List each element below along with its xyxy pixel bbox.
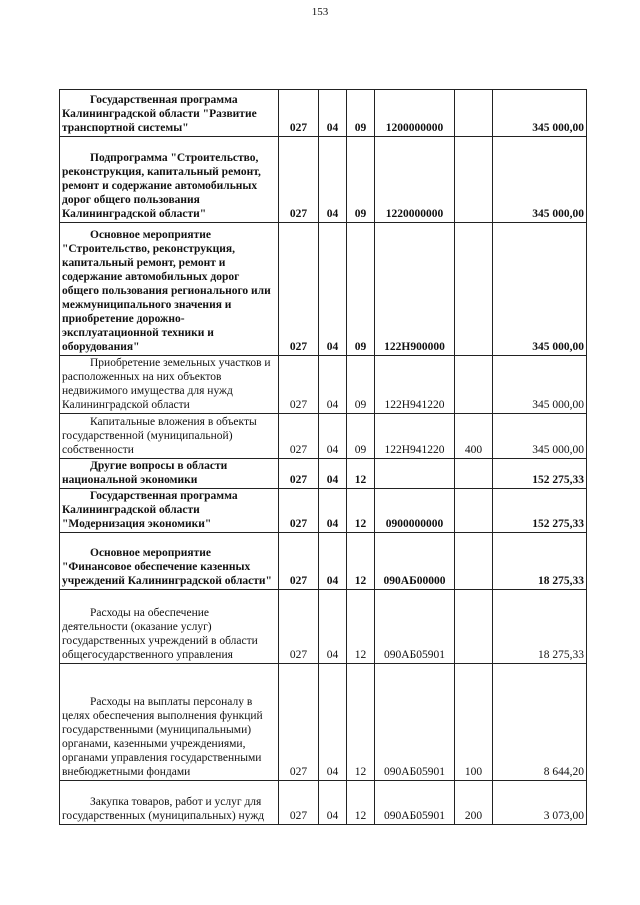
table-row — [60, 781, 587, 825]
row-subsection-code: 09 — [347, 414, 375, 459]
row-target-code: 1200000000 — [375, 90, 455, 137]
row-ministry-code: 027 — [279, 489, 319, 533]
row-section-code: 04 — [319, 781, 347, 825]
row-section-code: 04 — [319, 489, 347, 533]
row-subsection-code: 12 — [347, 664, 375, 781]
row-expense-type-code: 200 — [455, 781, 493, 825]
row-name: Государственная программа Калининградской области "Развитие транспортной системы" — [60, 90, 279, 137]
row-name: Подпрограмма "Строительство, реконструкция, капитальный ремонт, ремонт и содержание автомобильных дорог общего пользования Калининградской области" — [60, 137, 279, 223]
row-subsection-code: 12 — [347, 590, 375, 664]
row-section-code: 04 — [319, 414, 347, 459]
row-expense-type-code: 100 — [455, 664, 493, 781]
row-name: Расходы на обеспечение деятельности (оказание услуг) государственных учреждений в области общегосударственного управления — [60, 590, 279, 664]
row-section-code: 04 — [319, 356, 347, 414]
row-section-code: 04 — [319, 459, 347, 489]
row-ministry-code: 027 — [279, 664, 319, 781]
table-row — [60, 664, 587, 781]
row-subsection-code: 09 — [347, 90, 375, 137]
row-subsection-code: 09 — [347, 223, 375, 356]
row-expense-type-code — [455, 489, 493, 533]
row-ministry-code: 027 — [279, 590, 319, 664]
row-name: Приобретение земельных участков и расположенных на них объектов недвижимого имущества для нужд Калининградской области — [60, 356, 279, 414]
row-expense-type-code — [455, 533, 493, 590]
row-target-code: 090АБ05901 — [375, 664, 455, 781]
row-sum: 345 000,00 — [493, 356, 587, 414]
row-expense-type-code — [455, 137, 493, 223]
row-expense-type-code — [455, 459, 493, 489]
row-target-code: 0900000000 — [375, 489, 455, 533]
row-expense-type-code — [455, 356, 493, 414]
row-target-code: 122Н941220 — [375, 356, 455, 414]
row-section-code: 04 — [319, 590, 347, 664]
row-subsection-code: 12 — [347, 781, 375, 825]
table-row — [60, 590, 587, 664]
row-target-code — [375, 459, 455, 489]
row-subsection-code: 09 — [347, 356, 375, 414]
row-sum: 152 275,33 — [493, 459, 587, 489]
row-sum: 18 275,33 — [493, 590, 587, 664]
row-name: Основное мероприятие "Строительство, реконструкция, капитальный ремонт, ремонт и содержание автомобильных дорог общего пользования регионального или межмуниципального значения и приобретение дорожно-эксплуатационной техники и оборудования" — [60, 223, 279, 356]
row-ministry-code: 027 — [279, 223, 319, 356]
row-expense-type-code — [455, 90, 493, 137]
row-sum: 3 073,00 — [493, 781, 587, 825]
table-row — [60, 414, 587, 459]
row-name: Капитальные вложения в объекты государственной (муниципальной) собственности — [60, 414, 279, 459]
row-ministry-code: 027 — [279, 90, 319, 137]
row-ministry-code: 027 — [279, 137, 319, 223]
row-section-code: 04 — [319, 533, 347, 590]
row-name: Основное мероприятие "Финансовое обеспечение казенных учреждений Калининградской области" — [60, 533, 279, 590]
row-target-code: 090АБ05901 — [375, 590, 455, 664]
row-section-code: 04 — [319, 137, 347, 223]
row-expense-type-code — [455, 223, 493, 356]
row-section-code: 04 — [319, 664, 347, 781]
row-name: Расходы на выплаты персоналу в целях обеспечения выполнения функций государственными (муниципальными) органами, казенными учреждениями, органами управления государственными внебюджетными фондами — [60, 664, 279, 781]
row-sum: 345 000,00 — [493, 223, 587, 356]
row-sum: 345 000,00 — [493, 90, 587, 137]
row-sum: 345 000,00 — [493, 137, 587, 223]
table-row — [60, 459, 587, 489]
row-target-code: 122Н900000 — [375, 223, 455, 356]
row-name: Государственная программа Калининградской области "Модернизация экономики" — [60, 489, 279, 533]
row-sum: 8 644,20 — [493, 664, 587, 781]
row-section-code: 04 — [319, 90, 347, 137]
row-target-code: 1220000000 — [375, 137, 455, 223]
page-number: 153 — [311, 6, 329, 18]
table-row — [60, 489, 587, 533]
row-target-code: 090АБ05901 — [375, 781, 455, 825]
table-row — [60, 90, 587, 137]
row-sum: 152 275,33 — [493, 489, 587, 533]
row-ministry-code: 027 — [279, 533, 319, 590]
row-expense-type-code: 400 — [455, 414, 493, 459]
row-ministry-code: 027 — [279, 459, 319, 489]
table-row — [60, 137, 587, 223]
table-row — [60, 223, 587, 356]
row-section-code: 04 — [319, 223, 347, 356]
row-subsection-code: 09 — [347, 137, 375, 223]
row-ministry-code: 027 — [279, 414, 319, 459]
table-row — [60, 533, 587, 590]
row-name: Закупка товаров, работ и услуг для государственных (муниципальных) нужд — [60, 781, 279, 825]
row-ministry-code: 027 — [279, 781, 319, 825]
row-sum: 345 000,00 — [493, 414, 587, 459]
row-name: Другие вопросы в области национальной экономики — [60, 459, 279, 489]
row-target-code: 090АБ00000 — [375, 533, 455, 590]
row-subsection-code: 12 — [347, 489, 375, 533]
row-expense-type-code — [455, 590, 493, 664]
row-subsection-code: 12 — [347, 459, 375, 489]
table-row — [60, 356, 587, 414]
row-subsection-code: 12 — [347, 533, 375, 590]
row-ministry-code: 027 — [279, 356, 319, 414]
row-sum: 18 275,33 — [493, 533, 587, 590]
budget-table — [59, 89, 587, 825]
row-target-code: 122Н941220 — [375, 414, 455, 459]
